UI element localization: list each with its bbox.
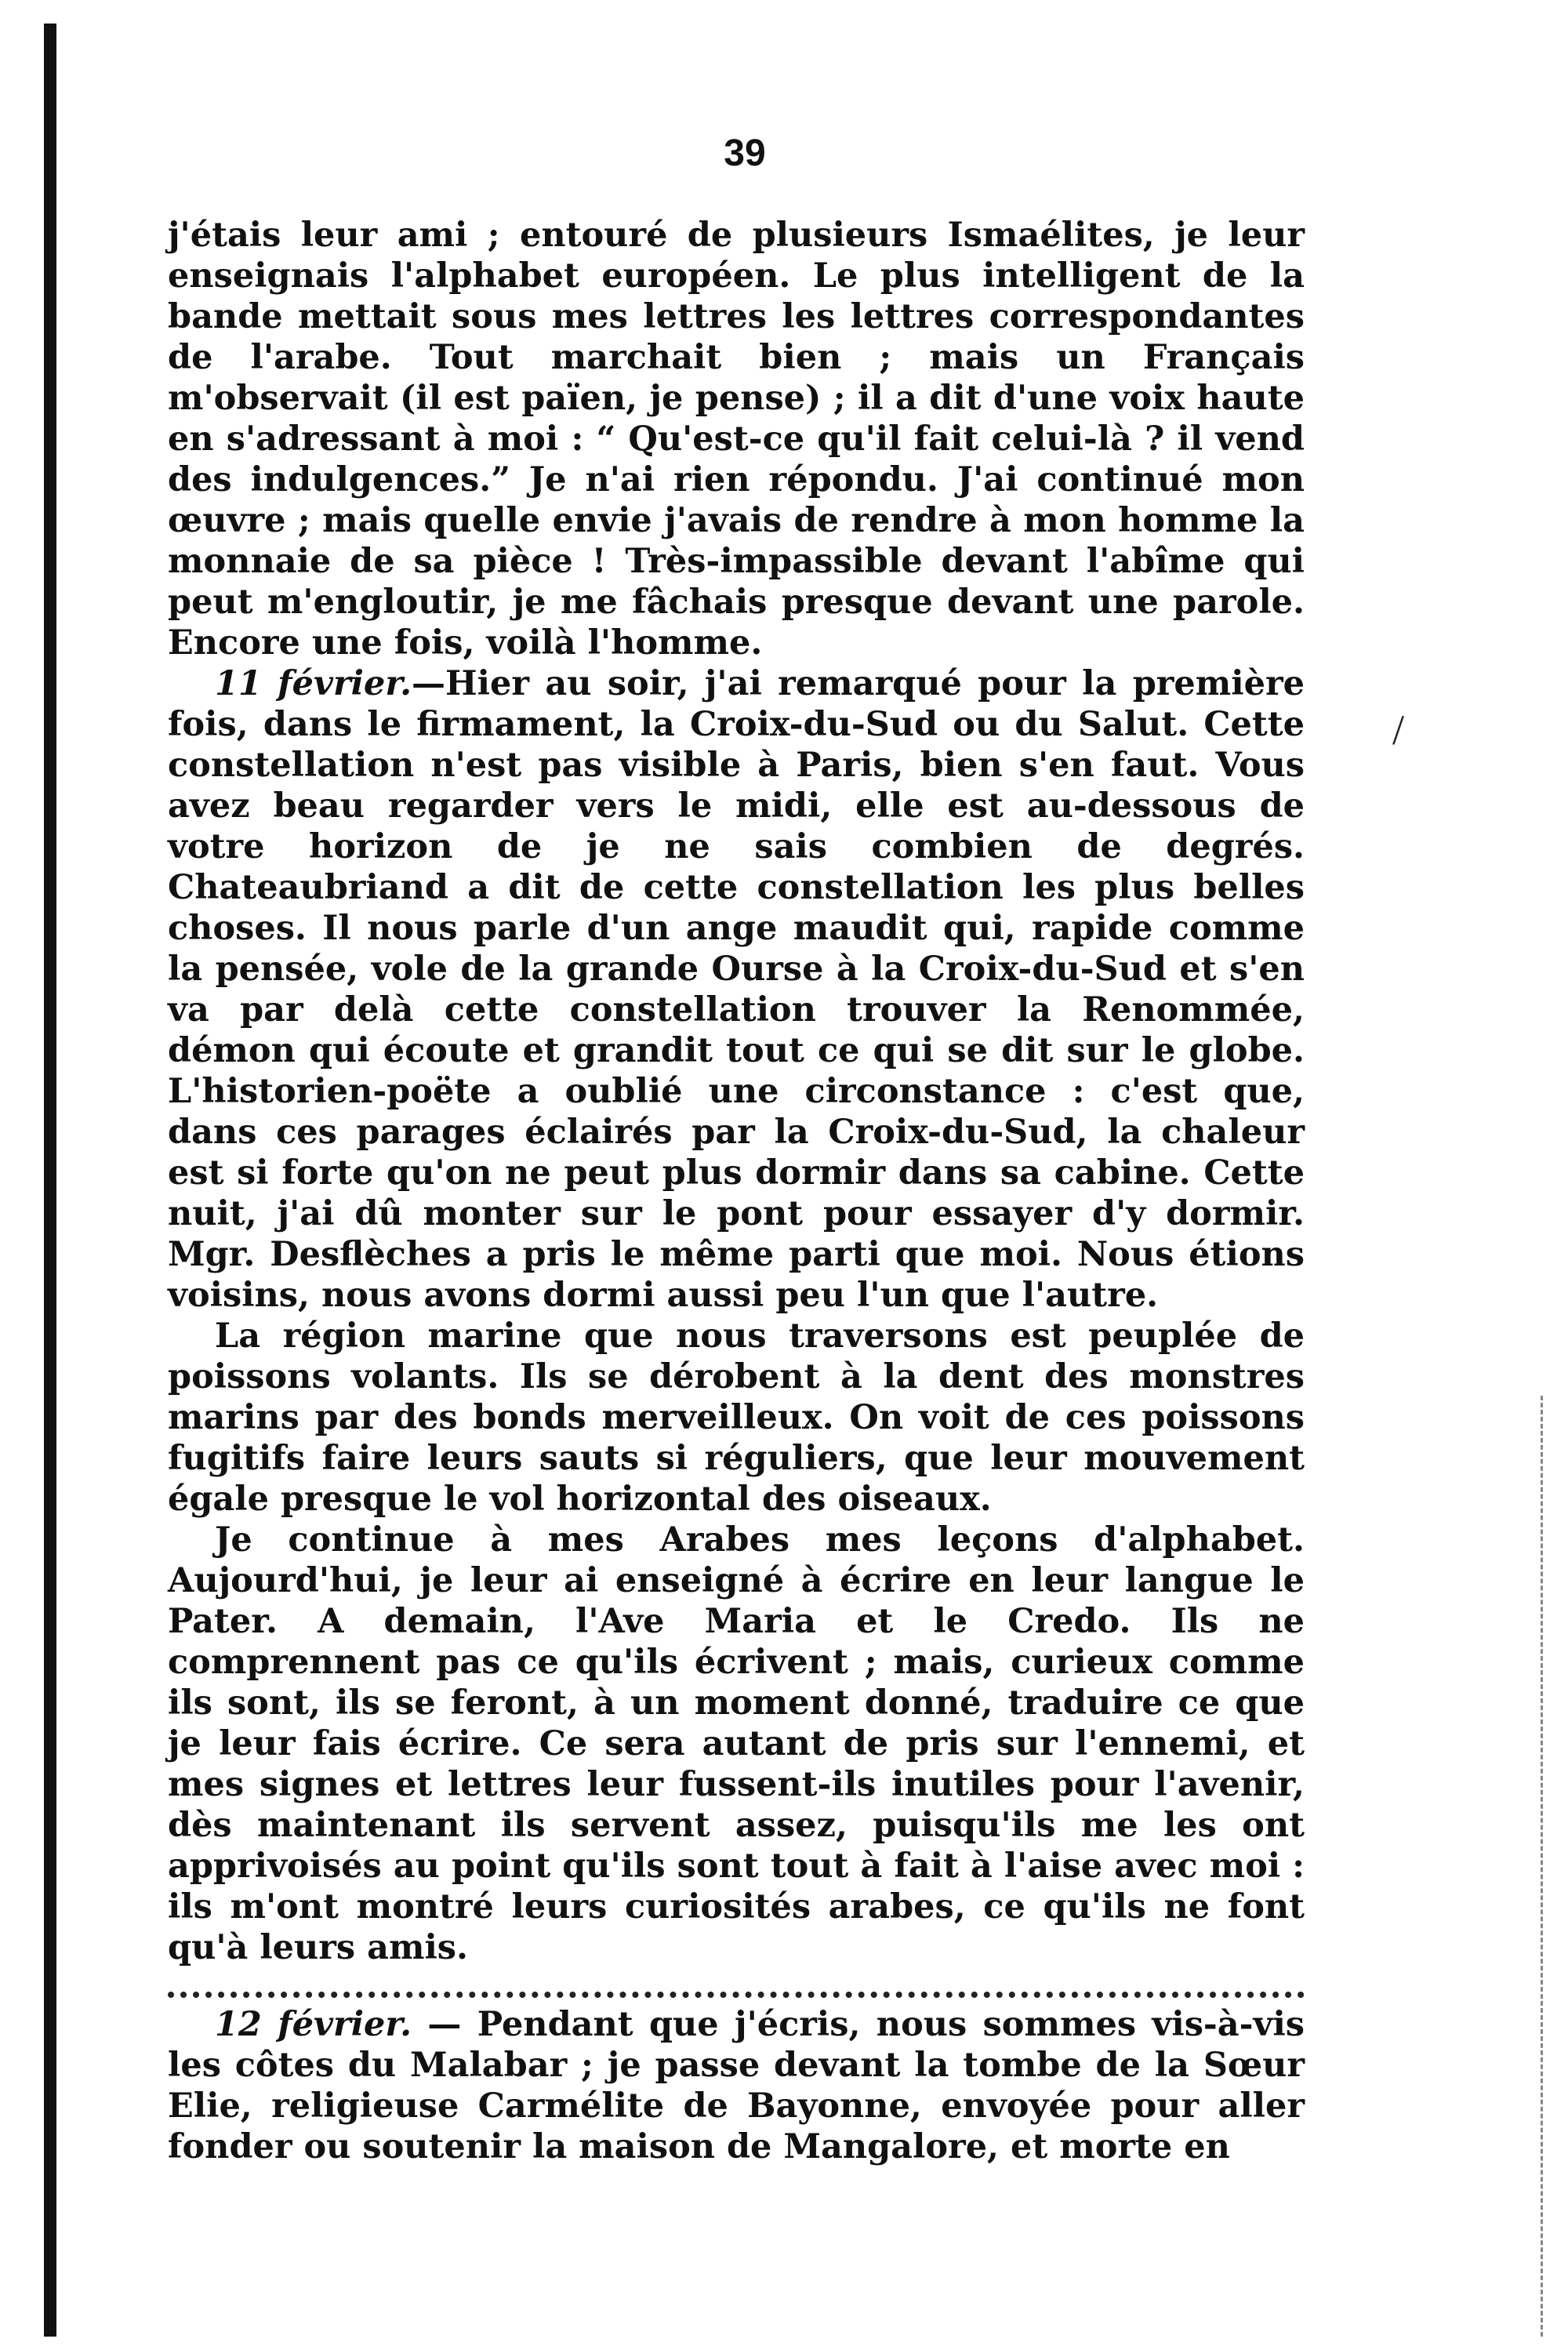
entry-date: 12 février. [215, 2005, 412, 2044]
paragraph [168, 2004, 1305, 2167]
paragraph [168, 663, 1305, 1316]
paragraph [168, 215, 1305, 663]
paragraph-text: —Hier au soir, j'ai remarqué pour la première fois, dans le firmament, la Croix-du-Sud ou du Salut. Cette constellation n'est pas visible à Paris, bien s'en faut. Vous avez beau regarder vers le midi, elle est au-dessous de votre horizon de je ne sais combien de degrés. Chateaubriand a dit de cette constellation les plus belles choses. Il nous parle d'un ange maudit qui, rapide comme la pensée, vole de la grande Ourse à la Croix-du-Sud et s'en va par delà cette constellation trouver la Renommée, démon qui écoute et grandit tout ce qui se dit sur le globe. L'historien-poëte a oublié une circonstance : c'est que, dans ces parages éclairés par la Croix-du-Sud, la chaleur est si forte qu'on ne peut plus dormir dans sa cabine. Cette nuit, j'ai dû monter sur le pont pour essayer d'y dormir. Mgr. Desflèches a pris le même parti que moi. Nous étions voisins, nous avons dormi aussi peu l'un que l'autre. [168, 664, 1305, 1315]
paragraph-text: j'étais leur ami ; entouré de plusieurs Ismaélites, je leur enseignais l'alphabet européen. Le plus intelligent de la bande mettait sous mes lettres les lettres correspondantes de l'arabe. Tout marchait bien ; mais un Français m'observait (il est païen, je pense) ; il a dit d'une voix haute en s'adressant à moi : “ Qu'est-ce qu'il fait celui-là ? il vend des indulgences.” Je n'ai rien répondu. J'ai continué mon œuvre ; mais quelle envie j'avais de rendre à mon homme la monnaie de sa pièce ! Très-impassible devant l'abîme qui peut m'engloutir, je me fâchais presque devant une parole. Encore une fois, voilà l'homme. [168, 216, 1305, 663]
paragraph-text: La région marine que nous traversons est peuplée de poissons volants. Ils se dérobent à la dent des monstres marins par des bonds merveilleux. On voit de ces poissons fugitifs faire leurs sauts si réguliers, que leur mouvement égale presque le vol horizontal des oiseaux. [168, 1316, 1305, 1519]
body-text [168, 215, 1305, 2167]
binding-edge [44, 24, 56, 2337]
paragraph-text: Je continue à mes Arabes mes leçons d'alphabet. Aujourd'hui, je leur ai enseigné à écrire en leur langue le Pater. A demain, l'Ave Maria et le Credo. Ils ne comprennent pas ce qu'ils écrivent ; mais, curieux comme ils sont, ils se feront, à un moment donné, traduire ce que je leur fais écrire. Ce sera autant de pris sur l'ennemi, et mes signes et lettres leur fussent-ils inutiles pour l'avenir, dès maintenant ils servent assez, puisqu'ils me les ont apprivoisés au point qu'ils sont tout à fait à l'aise avec moi : ils m'ont montré leurs curiosités arabes, ce qu'ils ne font qu'à leurs amis. [168, 1520, 1305, 1967]
margin-mark: / [1392, 706, 1405, 754]
paragraph [168, 1316, 1305, 1520]
paragraph-text: — Pendant que j'écris, nous sommes vis-à-vis les côtes du Malabar ; je passe devant la tombe de la Sœur Elie, religieuse Carmélite de Bayonne, envoyée pour aller fonder ou soutenir la maison de Mangalore, et morte en [168, 2005, 1305, 2166]
page-edge-marks [1541, 1396, 1551, 2337]
dotted-separator [168, 1992, 1305, 1998]
page-number: 39 [724, 133, 766, 174]
entry-date: 11 février. [215, 664, 412, 703]
paragraph [168, 1520, 1305, 1968]
